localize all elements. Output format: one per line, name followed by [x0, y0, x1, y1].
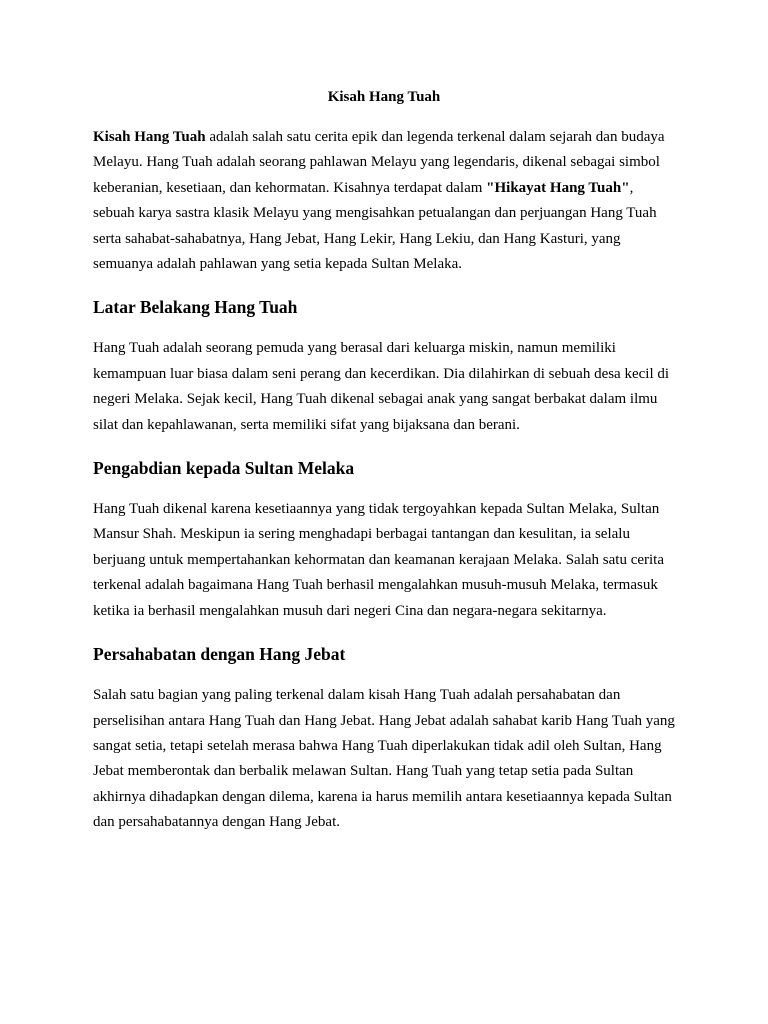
intro-lead-bold: Kisah Hang Tuah [93, 129, 206, 145]
section-body-latar-belakang: Hang Tuah adalah seorang pemuda yang berasal dari keluarga miskin, namun memiliki kemampuan luar biasa dalam seni perang dan kecerdikan. Dia dilahirkan di sebuah desa kecil di negeri Melaka. Sejak kecil, Hang Tuah dikenal sebagai anak yang sangat berbakat dalam ilmu silat dan kepahlawanan, serta memiliki sifat yang bijaksana dan berani. [93, 340, 670, 433]
section-body-persahabatan: Salah satu bagian yang paling terkenal dalam kisah Hang Tuah adalah persahabatan dan perselisihan antara Hang Tuah dan Hang Jebat. Hang Jebat adalah sahabat karib Hang Tuah yang sangat setia, tetapi setelah merasa bahwa Hang Tuah diperlakukan tidak adil oleh Sultan, Hang Jebat memberontak dan berbalik melawan Sultan. Hang Tuah yang tetap setia pada Sultan akhirnya dihadapkan dengan dilema, karena ia harus memilih antara kesetiaannya kepada Sultan dan persahabatannya dengan Hang Jebat. [93, 687, 675, 831]
intro-text-1: adalah salah satu cerita epik dan legenda terkenal dalam sejarah dan budaya Melayu. Hang Tuah adalah seorang pahlawan Melayu yang legendaris, dikenal sebagai simbol keberanian, kesetiaan, dan kehormatan. Kisahnya terdapat dalam [93, 129, 665, 196]
document-content [93, 87, 675, 836]
intro-text-2: , sebuah karya sastra klasik Melayu yang mengisahkan petualangan dan perjuangan Hang Tuah serta sahabat-sahabatnya, Hang Jebat, Hang Lekir, Hang Lekiu, dan Hang Kasturi, yang semuanya adalah pahlawan yang setia kepada Sultan Melaka. [93, 179, 657, 273]
section-heading-pengabdian: Pengabdian kepada Sultan Melaka [93, 458, 355, 479]
section-heading-persahabatan: Persahabatan dengan Hang Jebat [93, 644, 346, 665]
intro-paragraph [93, 125, 675, 277]
section-body-pengabdian: Hang Tuah dikenal karena kesetiaannya yang tidak tergoyahkan kepada Sultan Melaka, Sultan Mansur Shah. Meskipun ia sering menghadapi berbagai tantangan dan kesulitan, ia selalu berjuang untuk mempertahankan kehormatan dan keamanan kerajaan Melaka. Salah satu cerita terkenal adalah bagaimana Hang Tuah berhasil mengalahkan musuh-musuh Melaka, termasuk ketika ia berhasil mengalahkan musuh dari negeri Cina dan negara-negara sekitarnya. [93, 501, 665, 619]
document-title: Kisah Hang Tuah [327, 89, 441, 105]
intro-work-title-bold: "Hikayat Hang Tuah" [486, 179, 630, 196]
section-heading-latar-belakang: Latar Belakang Hang Tuah [93, 297, 298, 318]
